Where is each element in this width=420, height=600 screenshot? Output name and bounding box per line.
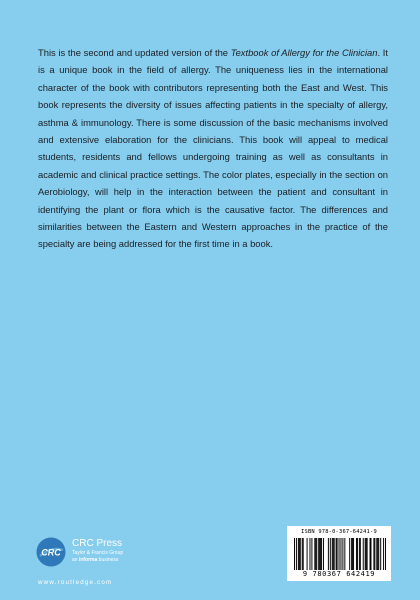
barcode-bar — [366, 538, 367, 570]
barcode-bar — [380, 538, 381, 570]
business-prefix: an — [72, 557, 79, 563]
barcode-bar — [351, 538, 352, 570]
barcode-digits: 9 780367 642419 — [302, 570, 376, 578]
barcode-bar — [309, 538, 310, 570]
isbn-label: ISBN 978-0-367-64241-9 — [301, 529, 377, 535]
barcode-bar — [334, 538, 335, 570]
barcode-bar — [359, 538, 360, 570]
barcode-bars — [294, 538, 386, 570]
barcode-bar — [373, 538, 374, 570]
barcode-bar — [332, 538, 333, 570]
publisher-block — [36, 537, 186, 587]
publisher-business — [72, 557, 118, 563]
barcode-bar — [307, 538, 308, 570]
barcode-bar — [383, 538, 384, 570]
barcode-bar — [323, 538, 324, 570]
barcode-bar — [360, 538, 361, 570]
barcode-bar — [337, 538, 338, 570]
barcode-bar — [320, 538, 321, 570]
barcode-bar — [316, 538, 317, 570]
barcode-bar — [340, 538, 341, 570]
barcode-bar — [336, 538, 337, 570]
barcode-bar — [349, 538, 350, 570]
barcode-bar — [385, 538, 386, 570]
barcode-bar — [321, 538, 322, 570]
publisher-group: Taylor & Francis Group — [72, 550, 124, 556]
back-cover-blurb — [38, 44, 388, 253]
blurb-intro: This is the second and updated version of the — [38, 47, 231, 58]
publisher-name: CRC Press — [72, 538, 123, 549]
barcode-bar — [300, 538, 301, 570]
barcode-bar — [365, 538, 366, 570]
barcode-bar — [374, 538, 375, 570]
barcode-bar — [303, 538, 304, 570]
barcode-bar — [378, 538, 379, 570]
barcode-bar — [314, 538, 315, 570]
barcode-bar — [311, 538, 312, 570]
barcode-bar — [302, 538, 303, 570]
barcode-bar — [356, 538, 357, 570]
barcode-bar — [333, 538, 334, 570]
barcode-bar — [298, 538, 299, 570]
business-brand: informa — [78, 557, 98, 563]
logo-text: CRC — [41, 547, 61, 558]
barcode-bar — [377, 538, 378, 570]
barcode-bar — [353, 538, 354, 570]
barcode-bar — [344, 538, 345, 570]
blurb-body: . It is a unique book in the field of allergy. The uniqueness lies in the international character of the book with contributors representing both the East and West. This book represents the diversity of issues affecting patients in the specialty of allergy, asthma & immunology. There is some discussion of the basic mechanisms involved and extensive elaboration for the clinicians. This book will appeal to medical students, residents and fellows undergoing training as well as consultants in academic and clinical practice settings. The color plates, especially in the section on Aerobiology, will help in the interaction between the patient and consultant in identifying the plant or flora which is the causative factor. The differences and similarities between the Eastern and Western approaches in the practice of the specialty are being addressed for the first time in a book. — [38, 47, 388, 250]
barcode-bar — [367, 538, 368, 570]
barcode-bar — [370, 538, 371, 570]
crc-logo-icon — [36, 537, 66, 567]
barcode-bar — [352, 538, 353, 570]
barcode-bar — [339, 538, 340, 570]
barcode-bar — [294, 538, 295, 570]
barcode-bar — [328, 538, 329, 570]
barcode-bar — [357, 538, 358, 570]
barcode-bar — [296, 538, 297, 570]
barcode-bar — [330, 538, 331, 570]
barcode-bar — [318, 538, 319, 570]
publisher-url[interactable]: www.routledge.com — [38, 579, 113, 586]
barcode-bar — [299, 538, 300, 570]
book-title: Textbook of Allergy for the Clinician — [230, 47, 378, 58]
barcode-bar — [342, 538, 343, 570]
barcode-bar — [371, 538, 372, 570]
business-suffix: business — [97, 557, 119, 563]
barcode-bar — [376, 538, 377, 570]
isbn-barcode — [287, 526, 391, 581]
barcode-bar — [363, 538, 364, 570]
barcode-bar — [319, 538, 320, 570]
barcode-bar — [315, 538, 316, 570]
